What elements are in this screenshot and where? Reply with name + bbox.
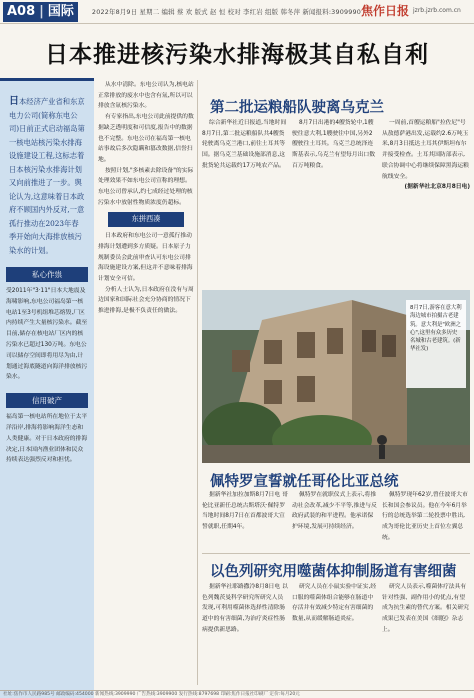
subhead-3: 东拼西凑: [108, 212, 184, 227]
story3-col-2: [292, 582, 378, 686]
paragraph: 研究人员在小鼠实验中证实,经口服的噬菌体组合能够在肠道中存活并有效减少特定有害细菌的数量,从而缓解肠道炎症。: [292, 584, 377, 623]
story3-col-1: [202, 582, 288, 686]
paragraph: 8月7日出港的4艘货轮中,1艘驶往意大利,1艘驶往中国,另外2艘驶往土耳其。乌克兰总统泽连斯基表示,乌克兰有望每月出口数百万吨粮食。: [292, 120, 375, 169]
story2-col-2: [292, 490, 378, 550]
photo-caption: 8月7日,游客在意大利海边城市拍摄古老建筑。意大利是"欧洲之心",这里有众多历史名城和古老建筑。(新华社发): [406, 300, 466, 388]
main-headline: 日本推进核污染水排海极其自私自利: [45, 42, 429, 68]
sidebar-column: [0, 78, 94, 698]
page-number: A08: [7, 3, 36, 19]
subhead-1: 私心作祟: [6, 267, 88, 282]
story1-title: 第二批运粮船队驶离乌克兰: [210, 100, 384, 116]
paragraph: 按照计划,"多核素去除设备"的实际处理效果不如东电公司宣称的理想。东电公司曾承认,约七成经过处理的核污染水中放射性物质浓度仍超标。: [98, 167, 194, 206]
paragraph: 佩特罗现年62岁,曾任波哥大市长和国会参议员。他在今年6月举行的总统选举第二轮投票中胜出,成为哥伦比亚历史上首位左翼总统。: [382, 492, 468, 541]
page-number-badge: [3, 2, 78, 22]
paragraph: 据新华社加拉加斯8月7日电 哥伦比亚新任总统古斯塔沃·佩特罗当地时间8月7日在首都波哥大宣誓就职,任期4年。: [202, 492, 288, 531]
story3-title: 以色列研究用噬菌体抑制肠道有害细菌: [210, 564, 457, 580]
paragraph: 佩特罗在就职仪式上表示,将推动社会改革,减少不平等,推进与反政府武装的和平进程。他承诺保护环境,发展可持续经济。: [292, 492, 377, 531]
main-story-col-a: [98, 80, 194, 688]
sidebar-intro: [0, 81, 94, 257]
page-footer: 社址:焦作市人民路985号 邮政编码:454000 新闻热线:3909990 广告热线:3909900 发行热线:8797698 印刷:焦作日报社印刷厂 定价:每月20元: [0, 690, 474, 698]
story1-col-3: [382, 118, 470, 286]
story3-col-3: [382, 582, 470, 686]
intro-lead-char: 日: [9, 96, 19, 107]
paragraph: 据新华社耶路撒冷8月8日电 以色列魏茨曼科学研究所研究人员发现,可利用噬菌体选择性清除肠道中的有害细菌,为治疗炎症性肠病提供新思路。: [202, 584, 288, 633]
page-separator: |: [39, 3, 44, 19]
story2-col-3: [382, 490, 470, 550]
story2-title: 佩特罗宣誓就任哥伦比亚总统: [210, 474, 399, 490]
paragraph: 从水中清除。东电公司认为,核电站正常排放的废水中也含有氚,所以可以排放含氚核污染水。: [98, 82, 194, 110]
paragraph: 综合新华社近日报道,当地时间8月7日,第二批运粮船队共4艘货轮驶离乌克兰港口,前往土耳其等国。据乌克兰基础设施部消息,这批货轮共运载约17万吨农产品。: [202, 120, 287, 169]
paragraph: 日本政府和东电公司一意孤行推动排海计划遭到多方质疑。日本原子力规制委员会此前审查认可东电公司排海设施建设方案,但这并不意味着排海计划安全可信。: [98, 233, 193, 282]
sidebar-body-1: 受2011年"3·11"日本大地震及海啸影响,东电公司福岛第一核电站1至3号机组堆芯熔毁,厂区内持续产生大量核污染水。截至目前,储存在核电站厂区内的核污染水已超过130万吨。东电公司以储存空间即将用尽为由,计划通过海底隧道向海洋排放核污染水。: [6, 288, 88, 381]
brand: [361, 2, 471, 19]
story-divider: [202, 553, 470, 554]
brand-url: jzrb.jzrb.com.cn: [413, 7, 461, 14]
intro-text: 本经济产业省和东京电力公司(简称东电公司)日前正式启动福岛第一核电站核污染水排海设施建设工程,这标志着日本核污染水排海计划又向前推进了一步。舆论认为,这意味着日本政府不顾国内外反对,一意孤行推动在2023年春季开始向大海排放核污染水的计划。: [9, 97, 85, 255]
story1-credit: (据新华社北京8月8日电): [404, 184, 470, 191]
sidebar-body-2: 福岛第一核电站所在地位于太平洋沿岸,排海将影响海洋生态和人类健康。对于日本政府的排海决定,日本国内渔业团体和民众持续表达强烈反对和担忧。: [6, 414, 88, 464]
paragraph: 分析人士认为,日本政府在没有与周边国家和国际社会充分协商的情况下推进排海,是极不负责任的做法。: [98, 286, 194, 315]
story2-col-1: [202, 490, 288, 550]
story1-col-1: [202, 118, 288, 286]
paragraph: 有专家指出,东电公司此前提供的数据缺乏透明度和可信度,报告中的数据也不完整。东电公司在福岛第一核电站事故后多次隐瞒和篡改数据,信誉扫地。: [98, 114, 194, 163]
section-name: 国际: [47, 3, 74, 19]
paragraph: 一周前,首艘运粮船"拉佐尼"号从敖德萨港出发,运载约2.6万吨玉米,8月3日抵达土耳其伊斯坦布尔并接受检查。土耳其国防部表示,联合协调中心将继续保障黑海运粮航线安全。: [382, 120, 469, 180]
paragraph: 研究人员表示,噬菌体疗法具有针对性强、副作用小的优点,有望成为抗生素的替代方案。相关研究成果已发表在美国《细胞》杂志上。: [382, 584, 469, 633]
date-line: 2022年8月9日 星期二 编辑 蔡 欢 版式 赵 恒 校对 李红岩 组版 韩冬萍 新闻报料:3909990: [91, 8, 362, 16]
masthead: [0, 0, 474, 24]
column-divider: [197, 80, 198, 685]
story1-col-2: [292, 118, 378, 286]
subhead-2: 信用破产: [6, 393, 88, 408]
brand-logo: 焦作日报: [360, 4, 409, 18]
